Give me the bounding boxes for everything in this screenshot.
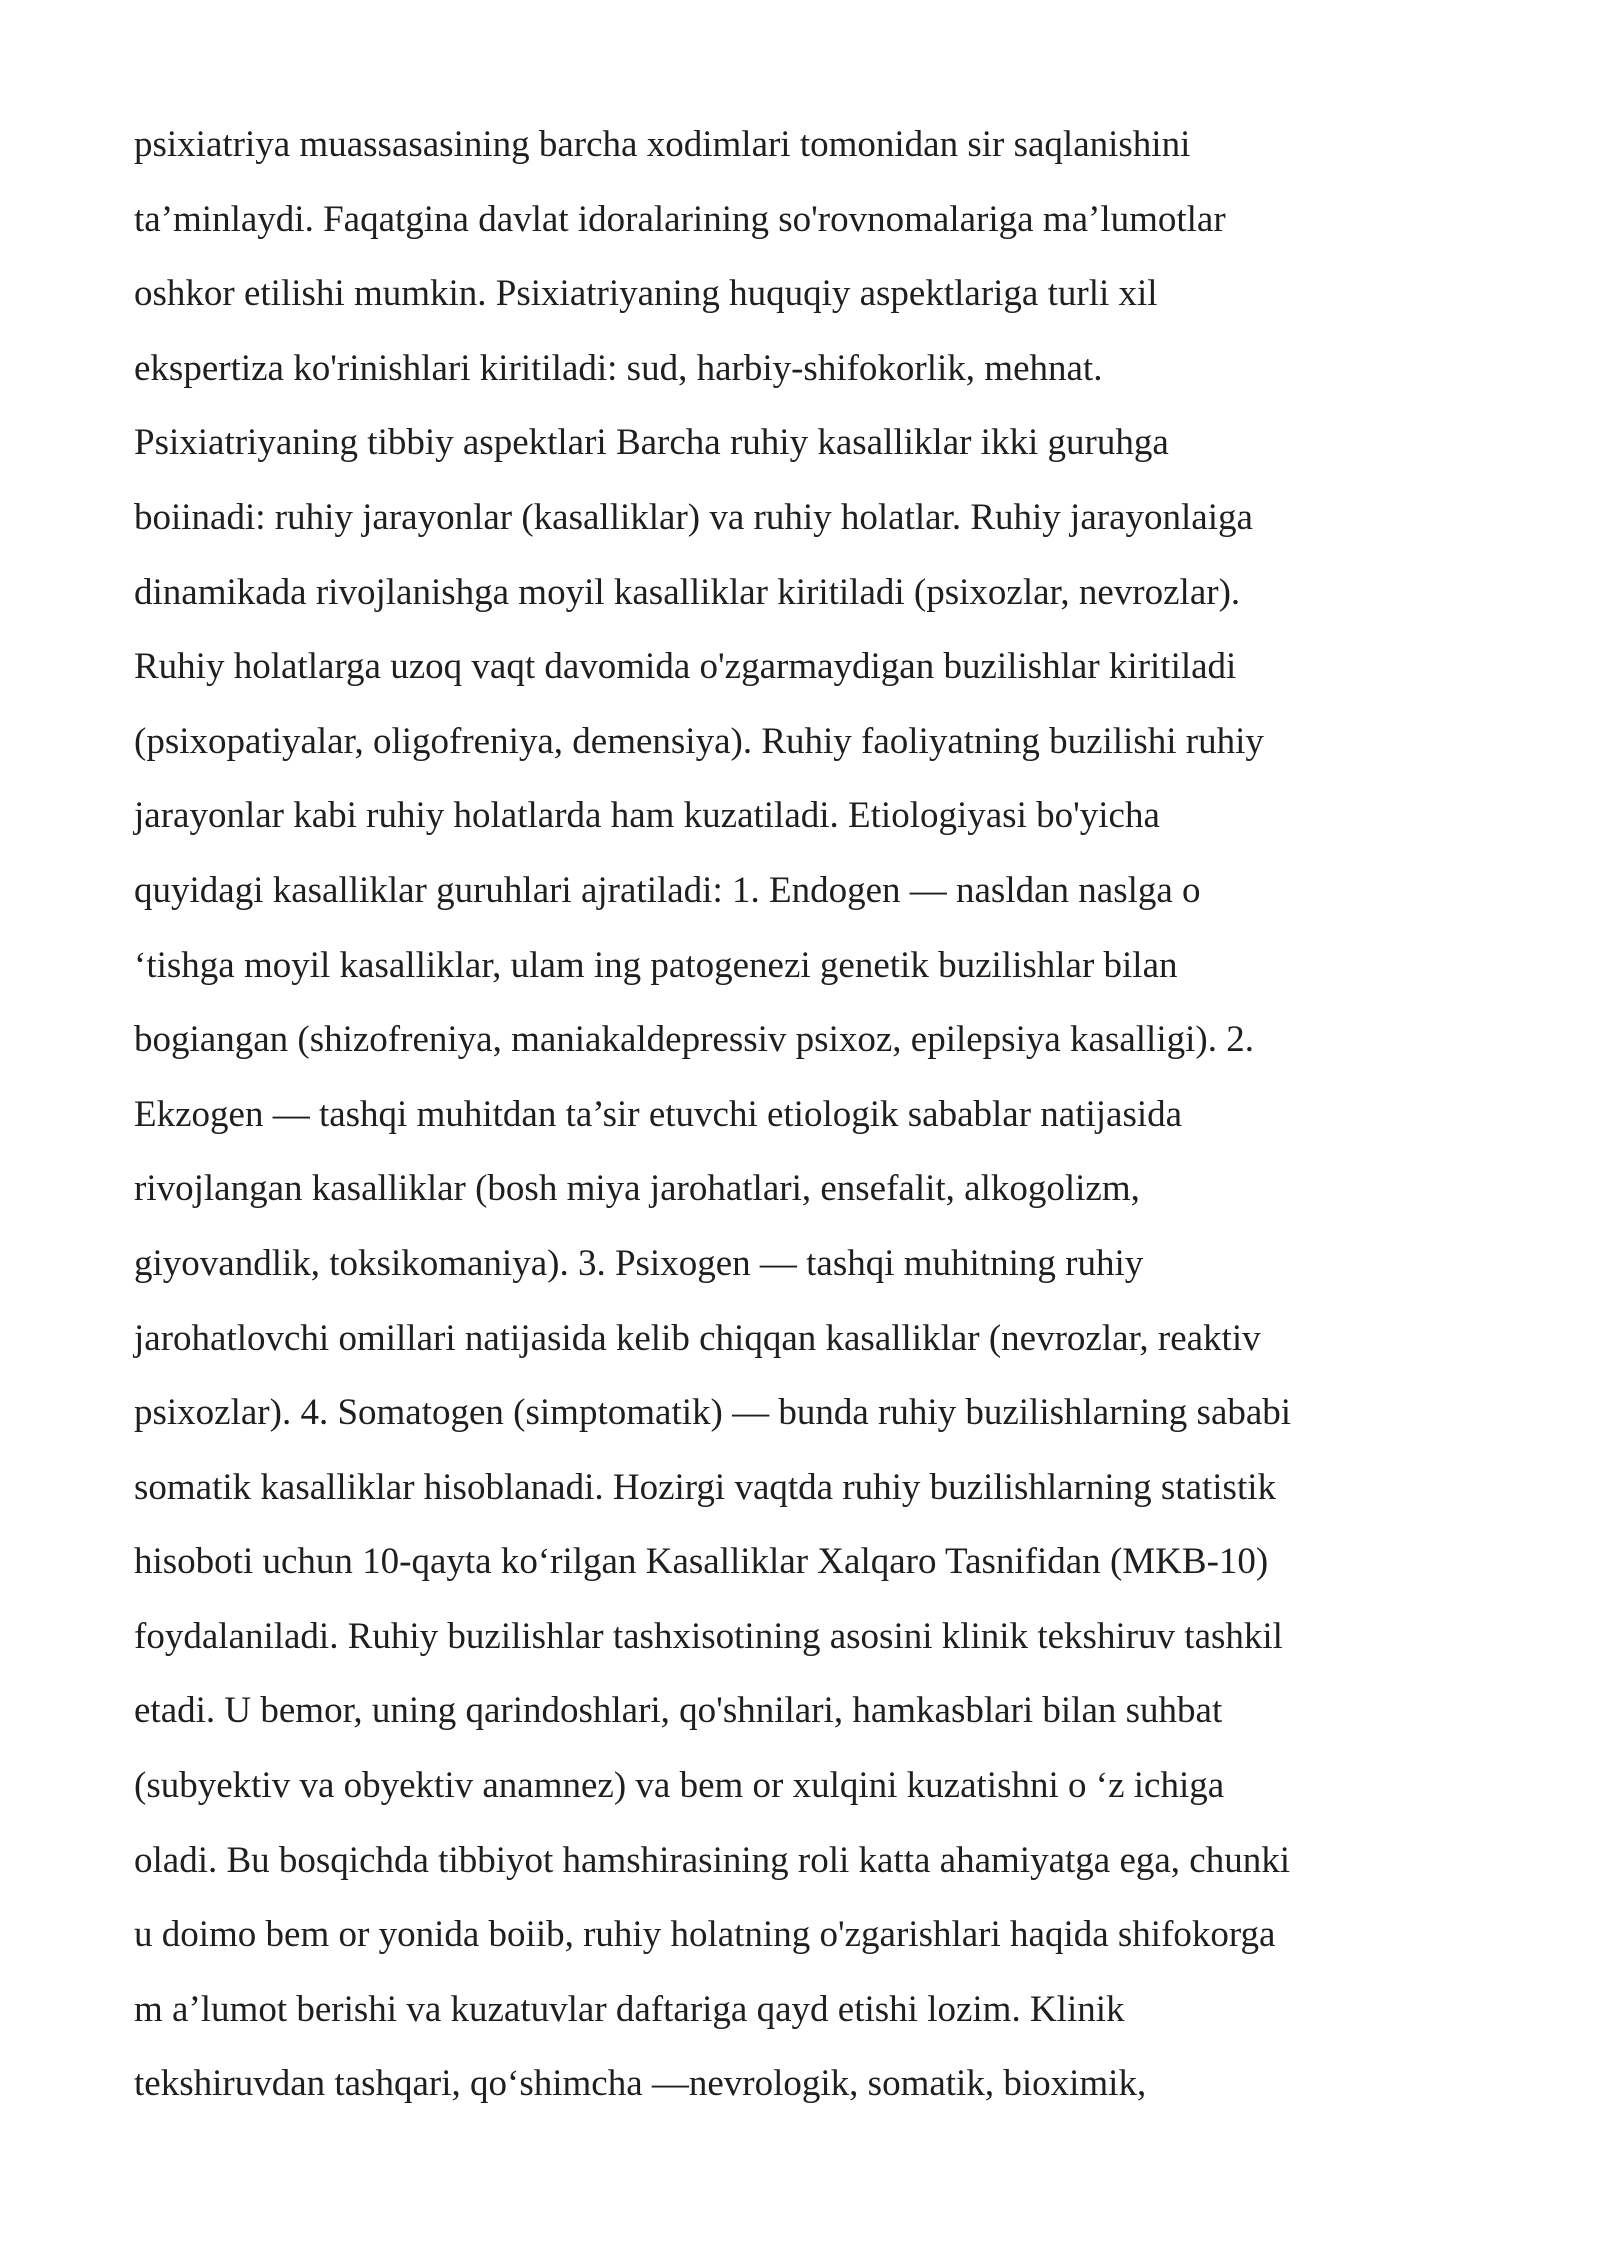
text-line: oshkor etilishi mumkin. Psixiatriyaning huquqiy aspektlariga turli xil xyxy=(134,273,1158,315)
text-line: jarohatlovchi omillari natijasida kelib chiqqan kasalliklar (nevrozlar, reaktiv xyxy=(134,1317,1261,1359)
text-line: somatik kasalliklar hisoblanadi. Hozirgi vaqtda ruhiy buzilishlarning statistik xyxy=(134,1466,1277,1508)
text-line: Ekzogen — tashqi muhitdan ta’sir etuvchi etiologik sabablar natijasida xyxy=(134,1093,1183,1135)
text-line: hisoboti uchun 10-qayta ko‘rilgan Kasalliklar Xalqaro Tasnifidan (MKB-10) xyxy=(134,1541,1269,1583)
text-line: ekspertiza ko'rinishlari kiritiladi: sud, harbiy-shifokorlik, mehnat. xyxy=(134,347,1103,389)
text-line: psixiatriya muassasasining barcha xodimlari tomonidan sir saqlanishini xyxy=(134,124,1191,165)
text-line: psixozlar). 4. Somatogen (simptomatik) — bunda ruhiy buzilishlarning sababi xyxy=(134,1392,1292,1434)
text-line: u doimo bem or yonida boiib, ruhiy holatning o'zgarishlari haqida shifokorga xyxy=(134,1914,1276,1956)
text-line: ‘tishga moyil kasalliklar, ulam ing patogenezi genetik buzilishlar bilan xyxy=(134,944,1178,986)
body-text xyxy=(134,108,1534,2122)
text-line: boiinadi: ruhiy jarayonlar (kasalliklar) va ruhiy holatlar. Ruhiy jarayonlaiga xyxy=(134,496,1253,538)
text-line: tekshiruvdan tashqari, qo‘shimcha —nevrologik, somatik, bioximik, xyxy=(134,2063,1147,2105)
text-line: ta’minlaydi. Faqatgina davlat idoralarining so'rovnomalariga ma’lumotlar xyxy=(134,198,1226,240)
text-line: oladi. Bu bosqichda tibbiyot hamshirasining roli katta ahamiyatga ega, chunki xyxy=(134,1839,1290,1881)
text-line: dinamikada rivojlanishga moyil kasalliklar kiritiladi (psixozlar, nevrozlar). xyxy=(134,571,1241,613)
text-line: bogiangan (shizofreniya, maniakaldepressiv psixoz, epilepsiya kasalligi). 2. xyxy=(134,1019,1254,1061)
text-line: (subyektiv va obyektiv anamnez) va bem or xulqini kuzatishni o ‘z ichiga xyxy=(134,1765,1225,1807)
text-line: Ruhiy holatlarga uzoq vaqt davomida o'zgarmaydigan buzilishlar kiritiladi xyxy=(134,646,1237,688)
text-line: quyidagi kasalliklar guruhlari ajratiladi: 1. Endogen — nasldan naslga o xyxy=(134,869,1201,911)
text-line: jarayonlar kabi ruhiy holatlarda ham kuzatiladi. Etiologiyasi bo'yicha xyxy=(134,795,1160,837)
text-line: etadi. U bemor, uning qarindoshlari, qo'shnilari, hamkasblari bilan suhbat xyxy=(134,1690,1223,1732)
text-line: Psixiatriyaning tibbiy aspektlari Barcha ruhiy kasalliklar ikki guruhga xyxy=(134,422,1169,464)
text-line: (psixopatiyalar, oligofreniya, demensiya). Ruhiy faoliyatning buzilishi ruhiy xyxy=(134,720,1264,762)
text-line: foydalaniladi. Ruhiy buzilishlar tashxisotining asosini klinik tekshiruv tashkil xyxy=(134,1615,1283,1657)
text-line: m a’lumot berishi va kuzatuvlar daftariga qayd etishi lozim. Klinik xyxy=(134,1988,1125,2030)
text-line: giyovandlik, toksikomaniya). 3. Psixogen — tashqi muhitning ruhiy xyxy=(134,1242,1144,1284)
text-line: rivojlangan kasalliklar (bosh miya jarohatlari, ensefalit, alkogolizm, xyxy=(134,1168,1140,1210)
